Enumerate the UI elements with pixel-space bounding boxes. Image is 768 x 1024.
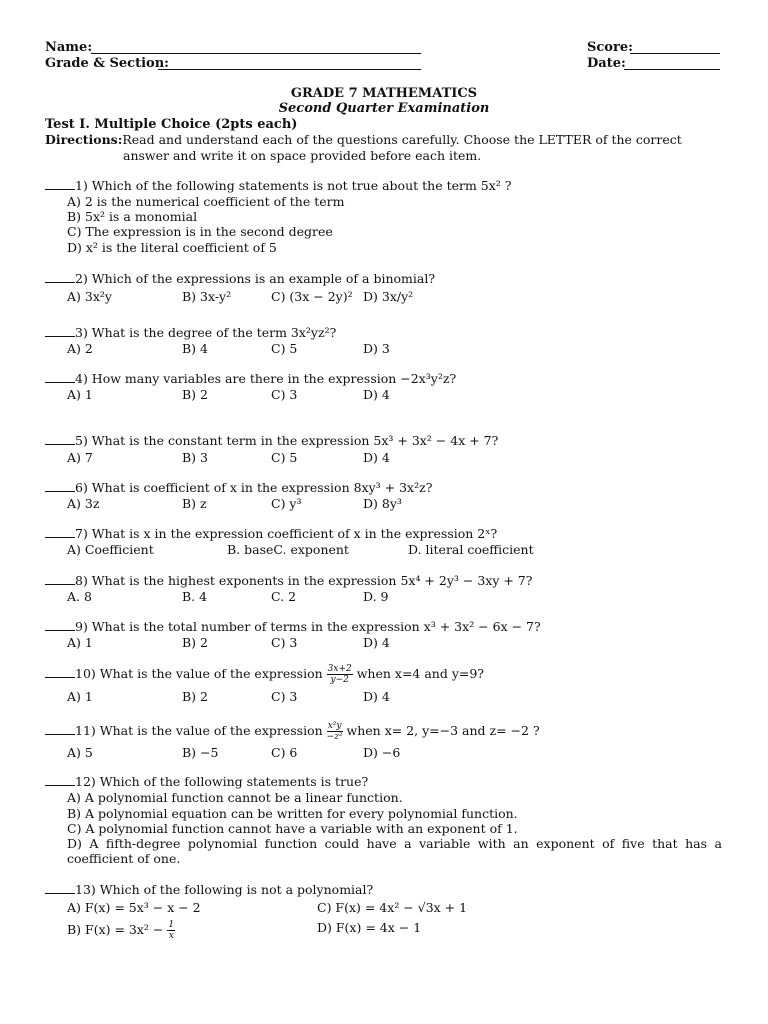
fraction-numerator: 1 [168,920,175,930]
test-heading: Test I. Multiple Choice (2pts each) [45,117,298,132]
option-c: C) F(x) = 4x² − √3x + 1 [317,900,468,915]
option-d: D) 3 [363,341,390,356]
question-5 [45,433,498,448]
fraction-numerator: 3x+2 [327,664,352,674]
option-a: A) 7 [67,450,93,465]
option-d: D) 4 [363,387,390,402]
option-b: B) 3x-y² [182,289,232,304]
option-b: B) 4 [182,341,208,356]
question-text: 8) What is the highest exponents in the expression 5x⁴ + 2y³ − 3xy + 7? [75,573,533,588]
option-a: A) 3x²y [67,289,112,304]
answer-blank[interactable] [45,271,75,283]
question-13 [45,882,373,897]
exam-subtitle: Second Quarter Examination [278,101,490,116]
option-d: D) x² is the literal coefficient of 5 [67,240,277,255]
question-text-end: when x= 2, y=−3 and z= −2 ? [346,723,540,738]
question-text: 9) What is the total number of terms in the expression x³ + 3x² − 6x − 7? [75,619,541,634]
name-label: Name: [45,40,93,55]
option-b: B) z [182,496,207,511]
option-d: D. 9 [363,589,389,604]
directions-label: Directions: [45,132,123,147]
option-c: C) (3x − 2y)² [271,289,353,304]
question-9 [45,619,541,634]
option-b: B) 3 [182,450,208,465]
option-b-text: B) F(x) = 3x² − [67,922,168,937]
question-2 [45,271,435,286]
question-text: 12) Which of the following statements is true? [75,774,369,789]
option-c: C) 3 [271,635,298,650]
option-b-c: B. baseC. exponent [227,542,349,557]
directions-line2: answer and write it on space provided before each item. [123,148,482,163]
question-text: 4) How many variables are there in the expression −2x³y²z? [75,371,457,386]
option-c: C) 5 [271,450,298,465]
option-b: B. 4 [182,589,208,604]
option-b: B) 2 [182,689,208,704]
fraction-denominator: x [168,931,174,941]
option-b: B) 5x² is a monomial [67,209,198,224]
option-d: D) −6 [363,745,401,760]
option-c: C. 2 [271,589,297,604]
answer-blank[interactable] [45,666,75,678]
option-a: A) Coefficient [67,542,154,557]
question-text: 11) What is the value of the expression [75,723,323,738]
question-text: 10) What is the value of the expression [75,666,323,681]
answer-blank[interactable] [45,480,75,492]
option-d: D) 4 [363,635,390,650]
option-a: A) F(x) = 5x³ − x − 2 [67,900,201,915]
grade-section-label: Grade & Section: [45,56,169,71]
option-d: D. literal coefficient [408,542,534,557]
answer-blank[interactable] [45,619,75,631]
option-d: D) 4 [363,450,390,465]
option-c: C) y³ [271,496,302,511]
option-c: C) 5 [271,341,298,356]
fraction-denominator: y−2 [330,675,349,685]
question-11 [45,721,540,742]
question-10 [45,664,484,685]
option-c: C) 3 [271,387,298,402]
grade-section-field[interactable] [158,57,421,70]
fraction [327,664,353,685]
option-b: B) 2 [182,635,208,650]
option-a: A) A polynomial function cannot be a linear function. [67,790,403,805]
date-label: Date: [587,56,626,71]
option-d: D) 4 [363,689,390,704]
answer-blank[interactable] [45,433,75,445]
option-a: A) 3z [67,496,100,511]
fraction [167,920,175,941]
answer-blank[interactable] [45,774,75,786]
answer-blank[interactable] [45,723,75,735]
question-text: 6) What is coefficient of x in the expression 8xy³ + 3x²z? [75,480,433,495]
option-a: A) 1 [67,689,93,704]
question-text-end: when x=4 and y=9? [356,666,485,681]
option-b: B) 2 [182,387,208,402]
name-field[interactable] [91,41,421,54]
answer-blank[interactable] [45,882,75,894]
option-c: C) 6 [271,745,298,760]
option-a: A. 8 [67,589,92,604]
answer-blank[interactable] [45,178,75,190]
option-c: C) The expression is in the second degree [67,224,333,239]
question-4 [45,371,456,386]
question-6 [45,480,432,495]
answer-blank[interactable] [45,371,75,383]
option-d: D) 8y³ [363,496,402,511]
answer-blank[interactable] [45,325,75,337]
fraction-denominator: −z² [326,732,343,742]
option-a: A) 2 is the numerical coefficient of the term [67,194,345,209]
option-c: C) A polynomial function cannot have a variable with an exponent of 1. [67,821,518,836]
question-text: 1) Which of the following statements is not true about the term 5x² ? [75,178,512,193]
option-a: A) 2 [67,341,93,356]
option-c: C) 3 [271,689,298,704]
question-text: 2) Which of the expressions is an example of a binomial? [75,271,436,286]
option-a: A) 1 [67,387,93,402]
score-label: Score: [587,40,633,55]
question-text: 13) Which of the following is not a polynomial? [75,882,374,897]
question-8 [45,573,532,588]
question-1 [45,178,511,193]
option-a: A) 1 [67,635,93,650]
question-text: 7) What is x in the expression coefficient of x in the expression 2ˣ? [75,526,498,541]
option-d: D) 3x/y² [363,289,414,304]
answer-blank[interactable] [45,526,75,538]
question-12 [45,774,368,789]
question-7 [45,526,497,541]
directions-line1: Read and understand each of the questions carefully. Choose the LETTER of the correct [122,132,682,147]
option-b: B) A polynomial equation can be written for every polynomial function. [67,806,518,821]
option-b [67,920,175,941]
fraction-numerator: x²y [327,721,342,731]
question-text: 5) What is the constant term in the expression 5x³ + 3x² − 4x + 7? [75,433,499,448]
answer-blank[interactable] [45,573,75,585]
exam-title: GRADE 7 MATHEMATICS [290,86,478,101]
score-field[interactable] [630,41,720,54]
date-field[interactable] [624,57,720,70]
fraction [327,721,343,742]
option-d: D) A fifth-degree polynomial function could have a variable with an exponent of five that has a coefficient of one. [67,836,722,866]
option-a: A) 5 [67,745,93,760]
question-text: 3) What is the degree of the term 3x²yz²? [75,325,337,340]
option-b: B) −5 [182,745,219,760]
directions [45,132,682,147]
question-3 [45,325,336,340]
option-d: D) F(x) = 4x − 1 [317,920,422,935]
